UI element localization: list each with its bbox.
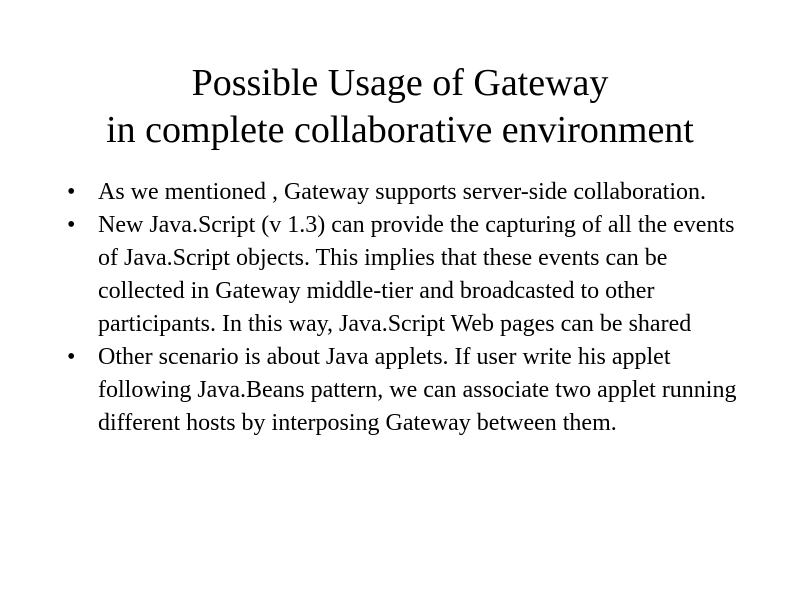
bullet-item-3 (67, 341, 747, 440)
bullet-text-2: New Java.Script (v 1.3) can provide the capturing of all the events of Java.Script objects. This implies that these events can be collected in Gateway middle-tier and broadcasted to other participants. In this way, Java.Script Web pages can be shared (98, 212, 735, 337)
bullet-dot-icon: • (67, 179, 76, 205)
bullet-text-1: As we mentioned , Gateway supports server-side collaboration. (98, 179, 707, 205)
bullet-item-1 (67, 176, 747, 209)
slide-title (0, 60, 800, 154)
bullet-dot-icon: • (67, 212, 76, 238)
bullet-text-3: Other scenario is about Java applets. If user write his applet following Java.Beans pattern, we can associate two applet running different hosts by interposing Gateway between them. (98, 344, 737, 436)
slide-title-line-2: in complete collaborative environment (106, 109, 694, 151)
bullet-list (67, 176, 747, 440)
slide-title-line-1: Possible Usage of Gateway (191, 62, 609, 104)
bullet-dot-icon: • (67, 344, 76, 370)
bullet-item-2 (67, 209, 747, 341)
